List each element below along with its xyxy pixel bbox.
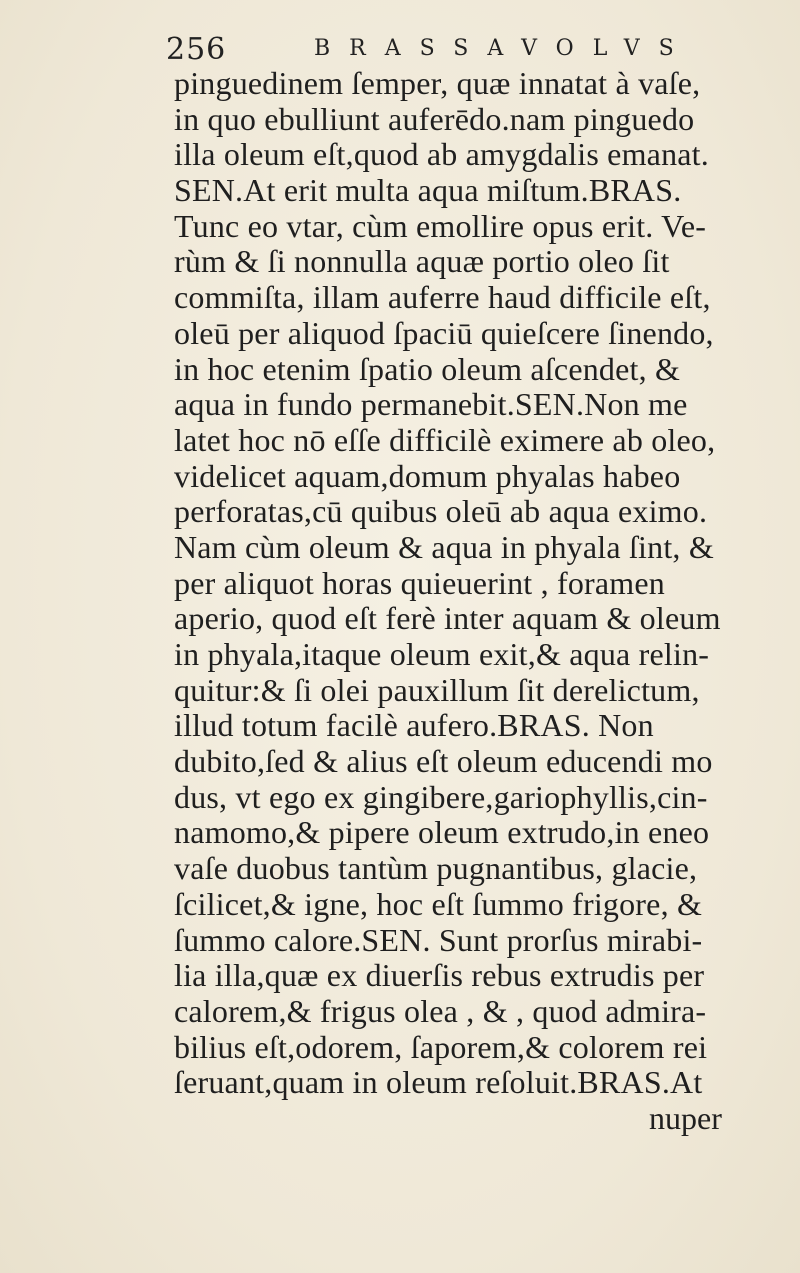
text-line: illa oleum eſt,quod ab amygdalis emanat.: [174, 136, 709, 173]
text-line: videlicet aquam,domum phyalas habeo: [174, 457, 681, 494]
text-line: rùm & ſi nonnulla aquæ portio oleo ſit: [174, 243, 670, 280]
catchword: nuper: [649, 1099, 722, 1136]
text-line: dus, vt ego ex gingibere,gariophyllis,cin-: [174, 778, 708, 815]
text-line: SEN.At erit multa aqua miſtum.BRAS.: [174, 172, 682, 209]
text-line: dubito,ſed & alius eſt oleum educendi mo: [174, 743, 713, 780]
page-header: [166, 26, 766, 66]
text-line: calorem,& frigus olea , & , quod admira-: [174, 992, 707, 1029]
text-line: aperio, quod eſt ferè inter aquam & oleum: [174, 600, 721, 637]
text-line: commiſta, illam auferre haud difficile eſt,: [174, 279, 711, 316]
text-line: illud totum facilè aufero.BRAS. Non: [174, 707, 654, 744]
text-line: vaſe duobus tantùm pugnantibus, glacie,: [174, 850, 698, 887]
text-line: per aliquot horas quieuerint , foramen: [174, 564, 665, 601]
text-line: perforatas,cū quibus oleū ab aqua eximo.: [174, 493, 708, 530]
text-line: quitur:& ſi olei pauxillum ſit derelictum,: [174, 671, 700, 708]
text-line: aqua in fundo permanebit.SEN.Non me: [174, 386, 688, 423]
text-line: Nam cùm oleum & aqua in phyala ſint, &: [174, 528, 714, 565]
text-line: ſcilicet,& igne, hoc eſt ſummo frigore, &: [174, 885, 703, 922]
page-number: 256: [166, 32, 227, 67]
text-line: pinguedinem ſemper, quæ innatat à vaſe,: [174, 65, 701, 101]
text-line: latet hoc nō eſſe difficilè eximere ab oleo,: [174, 421, 716, 458]
text-line: ſeruant,quam in oleum reſoluit.BRAS.At: [174, 1064, 703, 1101]
text-line: in hoc etenim ſpatio oleum aſcendet, &: [174, 350, 681, 387]
text-line: ſummo calore.SEN. Sunt prorſus mirabi-: [174, 921, 703, 958]
text-line: oleū per aliquod ſpaciū quieſcere ſinendo,: [174, 314, 714, 351]
text-line: bilius eſt,odorem, ſaporem,& colorem rei: [174, 1028, 708, 1065]
text-line: Tunc eo vtar, cùm emollire opus erit. Ve-: [174, 207, 707, 244]
text-line: lia illa,quæ ex diuerſis rebus extrudis per: [174, 957, 705, 994]
text-line: namomo,& pipere oleum extrudo,in eneo: [174, 814, 710, 851]
running-head: BRASSAVOLVS: [314, 36, 693, 61]
body-text: [174, 66, 774, 1137]
text-line: in quo ebulliunt auferēdo.nam pinguedo: [174, 100, 695, 137]
text-line: in phyala,itaque oleum exit,& aqua relin-: [174, 636, 710, 672]
